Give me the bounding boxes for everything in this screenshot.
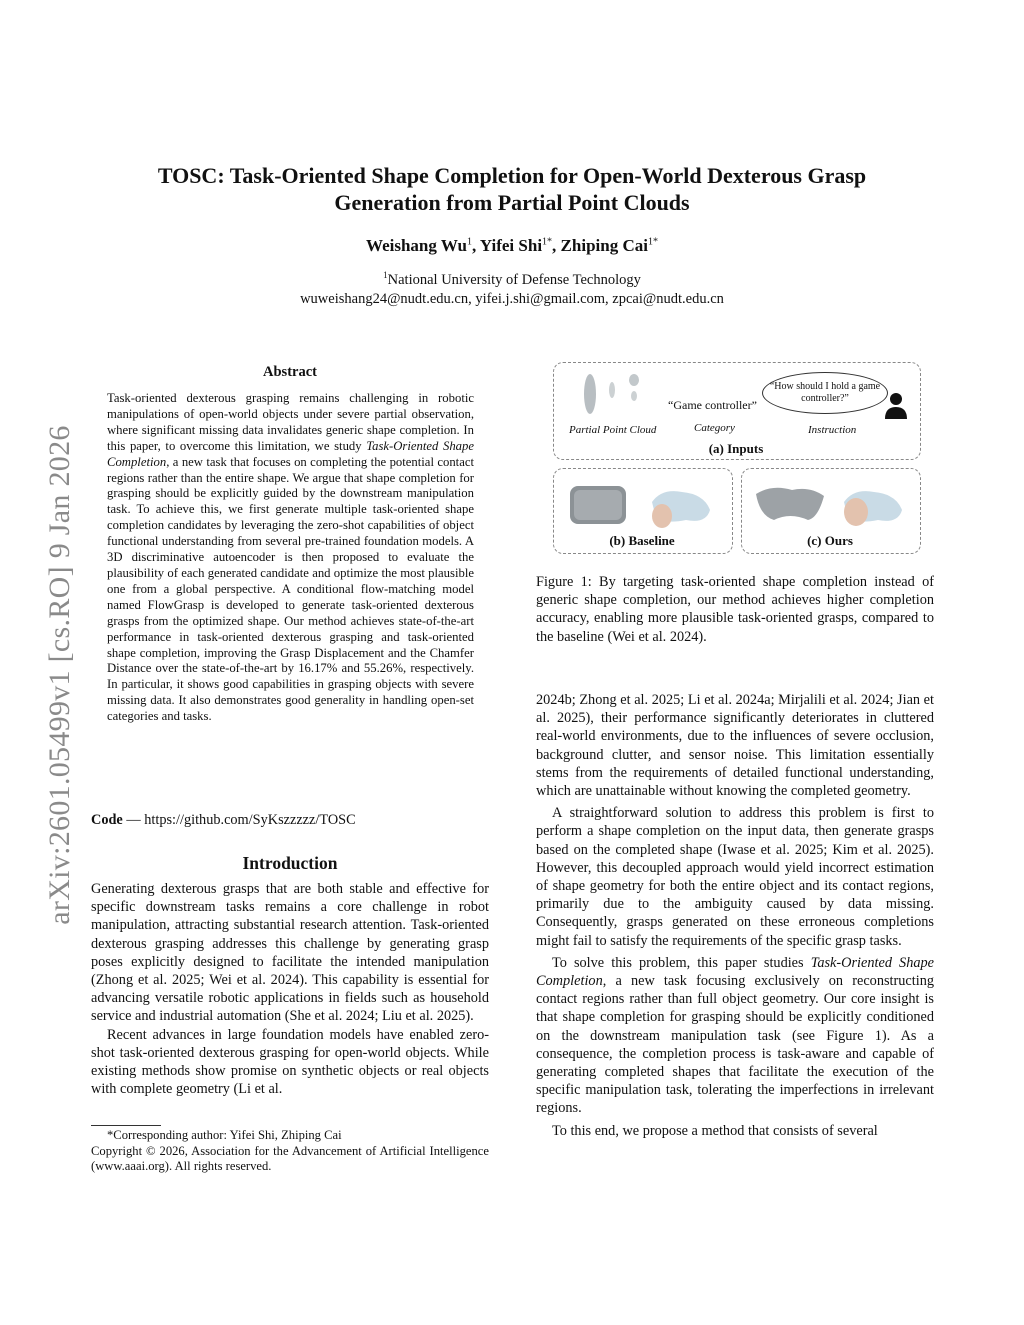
baseline-completion-image xyxy=(566,480,716,530)
title-line-2: Generation from Partial Point Clouds xyxy=(334,190,690,215)
affiliation-sup: 1 xyxy=(383,270,388,280)
instruction-value: “How should I hold a game controller?” xyxy=(769,381,881,404)
author-sep-1: , xyxy=(471,236,480,255)
footnote-rule xyxy=(91,1125,161,1126)
intro-paragraph-1: Generating dexterous grasps that are both stable and effective for specific downstream tasks remains a core challenge in robot manipulation, attracting substantial research attention. Task-oriented dexterous grasping addresses this challenge by generating grasp poses explicitly designed to facilitate the intended manipulation (Zhong et al. 2025; Wei et al. 2024). This capability is essential for advancing versatile robotic applications in fields such as household service and industrial automation (She et al. 2024; Liu et al. 2025). xyxy=(91,881,489,1025)
partial-point-cloud-image xyxy=(572,366,662,426)
footnote-block xyxy=(91,1128,489,1175)
author-3-sup: 1* xyxy=(647,236,658,248)
affiliation-name: National University of Defense Technology xyxy=(387,271,641,288)
code-dash: — xyxy=(122,812,145,828)
partial-point-cloud-label: Partial Point Cloud xyxy=(569,424,657,436)
arxiv-id: arXiv:2601.05499v1 [cs.RO] 9 Jan 2026 xyxy=(43,425,76,925)
right-column-body xyxy=(536,691,934,1140)
ours-caption: (c) Ours xyxy=(807,533,853,548)
code-line xyxy=(91,812,489,829)
category-value: “Game controller” xyxy=(668,398,757,412)
author-3: Zhiping Cai xyxy=(560,236,648,255)
baseline-caption: (b) Baseline xyxy=(609,533,675,548)
abstract-paragraph: Task-oriented dexterous grasping remains challenging in robotic manipulations of open-world objects under severe partial observation, where significant missing data invalidates generic shape completion. In this paper, to overcome this limitation, we study Task-Oriented Shape Completion, a new task that focuses on completing the potential contact regions rather than the entire shape. We argue that shape completion for grasping should be explicitly guided by the downstream manipulation task. To achieve this, we first generate multiple task-oriented shape completion candidates by leveraging the zero-shot capabilities of object functional understanding from several pre-trained foundation models. A 3D discriminative autoencoder is then proposed to evaluate the plausibility of each generated candidate and optimize the most plausible one from a global perspective. A conditional flow-matching model named FlowGrasp is developed to generate task-oriented dexterous grasps from the optimized shape. Our method achieves state-of-the-art performance in task-oriented dexterous grasping and task-oriented shape completion, improving the Grasp Displacement and the Chamfer Distance over the state-of-the-art by 16.17% and 55.26%, respectively. In particular, it shows good capabilities in grasping objects with severe missing data. It also demonstrates good generality in handling open-set categories and tasks. xyxy=(107,391,474,724)
title-line-1: TOSC: Task-Oriented Shape Completion for Open-World Dexterous Grasp xyxy=(157,163,867,188)
right-paragraph-1: 2024b; Zhong et al. 2025; Li et al. 2024a; Mirjalili et al. 2024; Jian et al. 2025), their performance significantly deteriorates in cluttered real-world environments, due to the influences of severe occlusion, background clutter, and sensor noise. This limitation essentially stems from the requirements of detailed functional understanding, which are unattainable without knowing the completed geometry. xyxy=(536,692,934,800)
footnote-corresponding: *Corresponding author: Yifei Shi, Zhiping Cai xyxy=(107,1128,342,1142)
right-paragraph-3: To solve this problem, this paper studies Task-Oriented Shape Completion, a new task focusing exclusively on reconstructing contact regions rather than full object geometry. Our core insight is that shape completion for grasping should be explicitly conditioned on the downstream manipulation task (see Figure 1). As a consequence, the completion process is task-aware and capable of generating completed shapes that facilitate the execution of the specific manipulation task, tolerating the imperfections in irrelevant regions. xyxy=(536,954,934,1117)
abstract-text xyxy=(107,391,474,725)
right-paragraph-2: A straightforward solution to address this problem is first to perform a shape completion on the input data, then generate grasps based on the completed shape (Iwase et al. 2025; Kim et al. 2025). However, this decoupled approach would yield incorrect estimation of shape geometry for both the entire object and its contact regions, primarily due to the ambiguity caused by data missing. Consequently, grasps generated on these erroneous completions might fail to satisfy the requirements of the specific grasp tasks. xyxy=(536,805,934,949)
author-2-sup: 1* xyxy=(542,236,553,248)
author-emails: wuweishang24@nudt.edu.cn, yifei.j.shi@gmail.com, zpcai@nudt.edu.cn xyxy=(300,290,724,307)
paper-title xyxy=(100,162,924,216)
introduction-heading: Introduction xyxy=(242,853,338,873)
introduction-body xyxy=(91,880,489,1098)
affiliation-block xyxy=(100,266,924,309)
abstract-heading: Abstract xyxy=(263,364,317,380)
author-list xyxy=(100,236,924,256)
intro-paragraph-2: Recent advances in large foundation models have enabled zero-shot task-oriented dexterous grasping for open-world objects. While existing methods show promise on synthetic objects or real objects with complete geometry (Li et al. xyxy=(91,1026,489,1098)
ours-completion-image xyxy=(752,480,908,530)
author-2: Yifei Shi xyxy=(479,236,543,255)
category-label: Category xyxy=(694,422,735,434)
arxiv-stamp xyxy=(36,380,84,970)
inputs-caption: (a) Inputs xyxy=(708,441,764,456)
instruction-speech-bubble xyxy=(762,372,888,414)
footnote-copyright: Copyright © 2026, Association for the Advancement of Artificial Intelligence (www.aaai.org). All rights reserved. xyxy=(91,1143,489,1173)
person-icon xyxy=(884,392,908,420)
emphasized-term: Task-Oriented Shape Completion xyxy=(536,954,934,990)
author-1-sup: 1 xyxy=(466,236,472,248)
figure-1-caption: Figure 1: By targeting task-oriented shape completion instead of generic shape completion, our method achieves higher completion accuracy, enabling more plausible task-oriented grasps, compared to the baseline (Wei et al. 2024). xyxy=(536,574,934,645)
code-url-link[interactable]: https://github.com/SyKszzzzz/TOSC xyxy=(144,812,356,828)
code-label: Code xyxy=(91,812,123,828)
right-paragraph-4: To this end, we propose a method that consists of several xyxy=(552,1122,878,1139)
instruction-label: Instruction xyxy=(808,424,857,436)
author-sep-2: , xyxy=(552,236,561,255)
emphasized-term: Task-Oriented Shape Completion xyxy=(107,438,474,469)
author-1: Weishang Wu xyxy=(366,236,467,255)
